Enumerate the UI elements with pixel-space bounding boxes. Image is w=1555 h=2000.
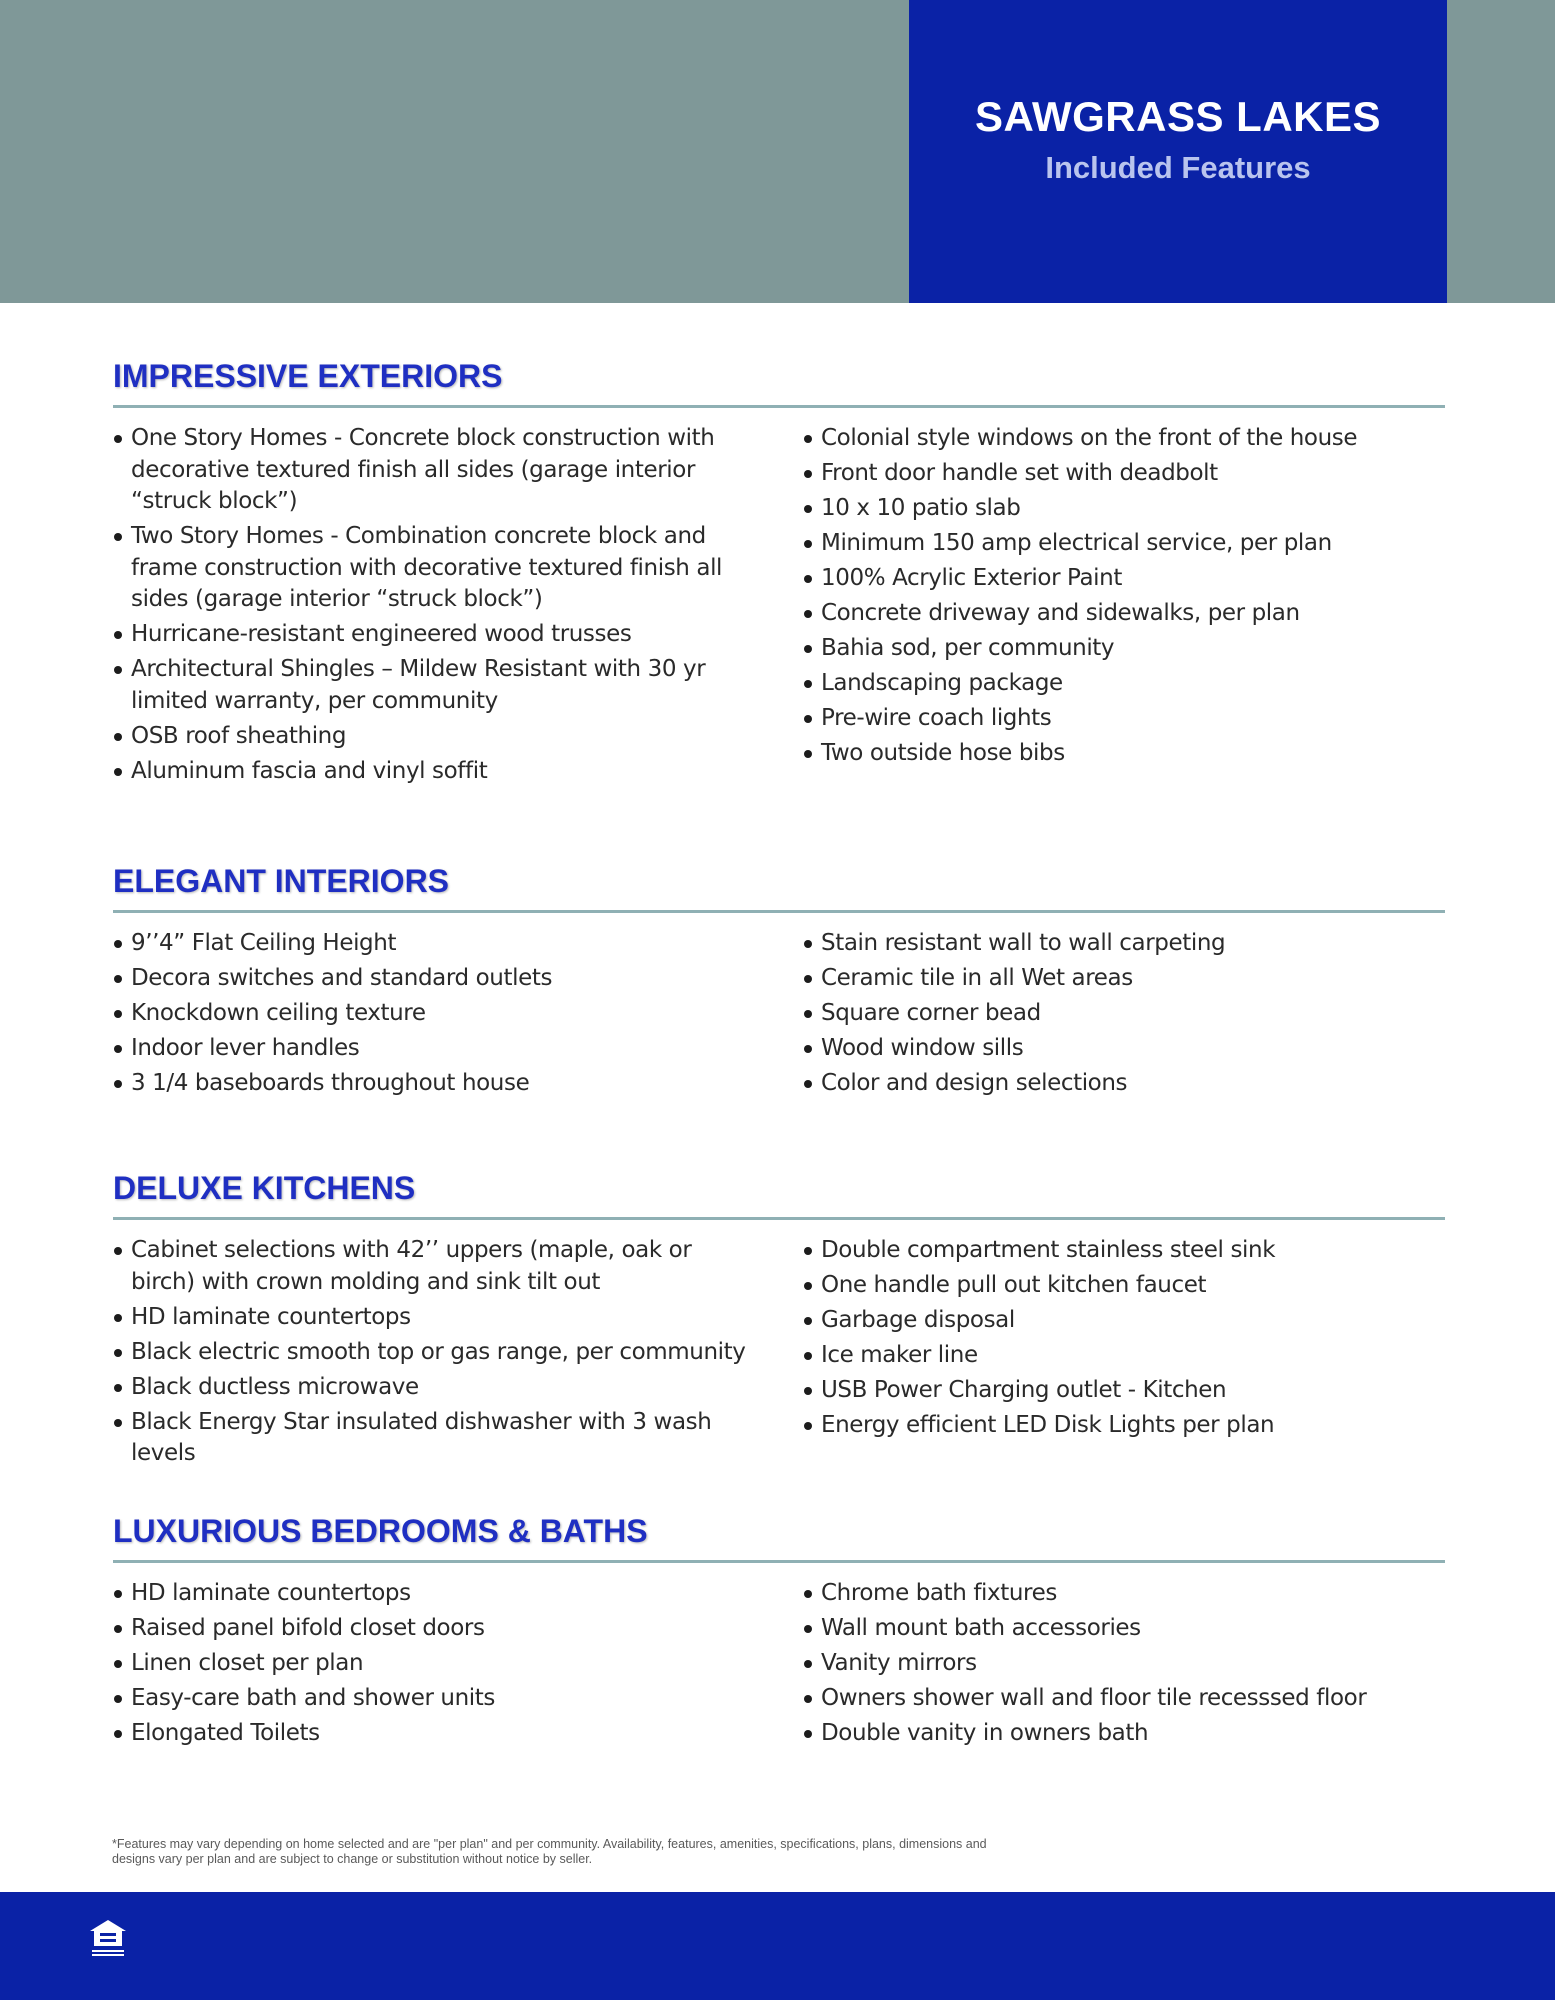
section-deluxe-kitchens [113,1169,1445,1466]
page-title: SAWGRASS LAKES [974,93,1382,140]
feature-list-right [803,1578,1443,1753]
list-item: Concrete driveway and sidewalks, per plan [803,598,1443,630]
feature-list-left [113,928,753,1103]
list-item: Chrome bath fixtures [803,1578,1443,1610]
list-item: Elongated Toilets [113,1718,753,1750]
list-item: 3 1/4 baseboards throughout house [113,1068,753,1100]
list-item: Vanity mirrors [803,1648,1443,1680]
feature-list-left [113,423,753,791]
feature-list-left [113,1578,753,1753]
page-subtitle: Included Features [1045,150,1311,185]
list-item: OSB roof sheathing [113,721,753,753]
list-item: Colonial style windows on the front of the house [803,423,1443,455]
list-item: Minimum 150 amp electrical service, per plan [803,528,1443,560]
section-divider [113,1217,1445,1220]
list-item: Stain resistant wall to wall carpeting [803,928,1443,960]
section-divider [113,405,1445,408]
list-item: 10 x 10 patio slab [803,493,1443,525]
list-item: Pre-wire coach lights [803,703,1443,735]
section-divider [113,910,1445,913]
list-item: Double compartment stainless steel sink [803,1235,1443,1267]
section-heading: IMPRESSIVE EXTERIORS [113,358,503,394]
list-item: One handle pull out kitchen faucet [803,1270,1443,1302]
list-item: Color and design selections [803,1068,1443,1100]
section-divider [113,1560,1445,1563]
list-item: Landscaping package [803,668,1443,700]
list-item: Energy efficient LED Disk Lights per plan [803,1410,1443,1442]
list-item: Ice maker line [803,1340,1443,1372]
list-item: HD laminate countertops [113,1578,753,1610]
list-item: Ceramic tile in all Wet areas [803,963,1443,995]
feature-list-left [113,1235,753,1473]
feature-list-right [803,1235,1443,1445]
feature-list-right [803,928,1443,1103]
list-item: 9’’4” Flat Ceiling Height [113,928,753,960]
list-item: Easy-care bath and shower units [113,1683,753,1715]
list-item: Linen closet per plan [113,1648,753,1680]
list-item: Black electric smooth top or gas range, per community [113,1337,753,1369]
list-item: Architectural Shingles – Mildew Resistant with 30 yr limited warranty, per community [113,654,753,717]
list-item: Raised panel bifold closet doors [113,1613,753,1645]
list-item: Cabinet selections with 42’’ uppers (maple, oak or birch) with crown molding and sink tilt out [113,1235,753,1298]
list-item: Owners shower wall and floor tile recesssed floor [803,1683,1443,1715]
list-item: HD laminate countertops [113,1302,753,1334]
list-item: Front door handle set with deadbolt [803,458,1443,490]
list-item: Wood window sills [803,1033,1443,1065]
section-heading: LUXURIOUS BEDROOMS & BATHS [113,1513,648,1549]
footer-band [0,1892,1555,2000]
list-item: Knockdown ceiling texture [113,998,753,1030]
list-item: Hurricane-resistant engineered wood trusses [113,619,753,651]
section-bedrooms-baths [113,1512,1445,1746]
section-heading: DELUXE KITCHENS [113,1170,416,1206]
equal-housing-opportunity-icon [88,1918,128,1960]
list-item: Square corner bead [803,998,1443,1030]
section-elegant-interiors [113,862,1445,1096]
list-item: Bahia sod, per community [803,633,1443,665]
list-item: USB Power Charging outlet - Kitchen [803,1375,1443,1407]
list-item: Double vanity in owners bath [803,1718,1443,1750]
feature-list-right [803,423,1443,773]
title-box [909,0,1447,303]
list-item: 100% Acrylic Exterior Paint [803,563,1443,595]
list-item: Two outside hose bibs [803,738,1443,770]
list-item: Aluminum fascia and vinyl soffit [113,756,753,788]
list-item: Two Story Homes - Combination concrete block and frame construction with decorative textured finish all sides (garage interior “struck block”) [113,521,753,616]
list-item: Black Energy Star insulated dishwasher with 3 wash levels [113,1407,753,1470]
list-item: Garbage disposal [803,1305,1443,1337]
list-item: Black ductless microwave [113,1372,753,1404]
list-item: One Story Homes - Concrete block construction with decorative textured finish all sides (garage interior “struck block”) [113,423,753,518]
list-item: Indoor lever handles [113,1033,753,1065]
section-impressive-exteriors [113,357,1445,784]
list-item: Wall mount bath accessories [803,1613,1443,1645]
disclaimer-text: *Features may vary depending on home selected and are "per plan" and per community. Availability, features, amenities, specifications, plans, dimensions and designs vary per plan and are subject to change or substitution without notice by seller. [112,1837,987,1866]
list-item: Decora switches and standard outlets [113,963,753,995]
section-heading: ELEGANT INTERIORS [113,863,450,899]
